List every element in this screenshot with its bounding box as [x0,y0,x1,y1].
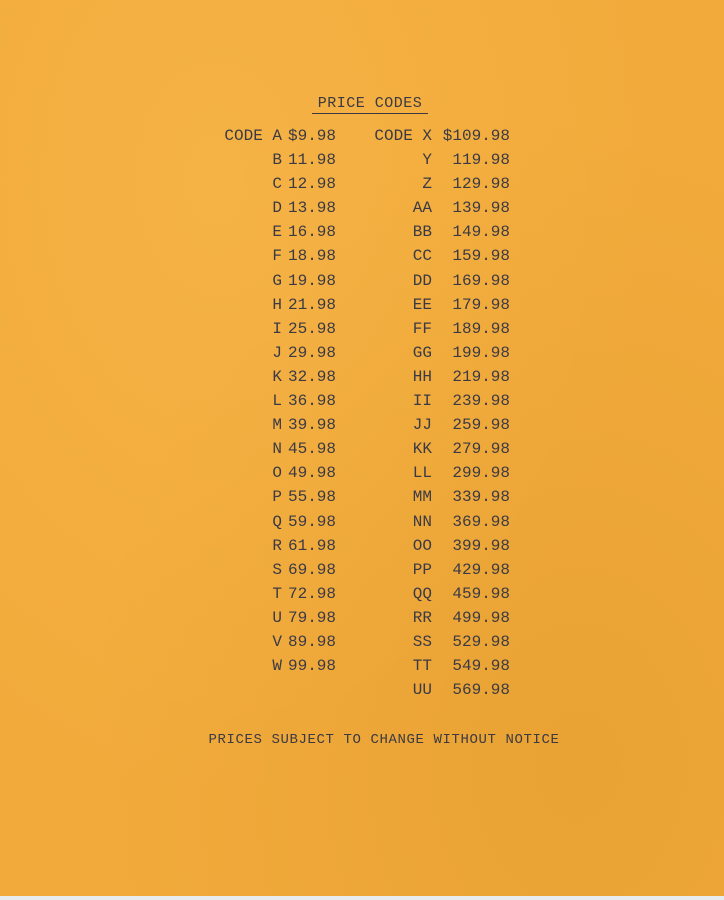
price-value: 39.98 [287,416,336,435]
price-value: 199.98 [452,343,510,362]
price-code-row [0,461,724,485]
price-code-row [0,582,724,606]
price-value: 119.98 [452,151,510,170]
price-code-row [0,630,724,654]
price-code-row [0,558,724,582]
price-code-label: QQ [412,584,432,603]
price-value: 11.98 [287,151,336,170]
price-value: 549.98 [452,657,510,676]
price-code-label: Z [422,175,432,194]
price-code-row [0,269,724,293]
right-price-column [0,124,724,702]
price-code-row [0,534,724,558]
price-value: 529.98 [452,632,510,651]
price-value: 12.98 [287,175,336,194]
price-value: 72.98 [287,584,336,603]
price-code-row [0,654,724,678]
price-value: 19.98 [287,271,336,290]
price-code-row [0,220,724,244]
price-code-label: S [272,560,282,579]
price-value: 25.98 [287,319,336,338]
price-code-label: V [272,632,282,651]
price-code-label: R [272,536,282,555]
price-value: 459.98 [452,584,510,603]
price-code-label: BB [412,223,432,242]
price-value: $109.98 [442,127,510,145]
price-code-label: N [272,440,282,459]
price-code-label: HH [412,367,432,386]
price-value: 36.98 [287,392,336,411]
price-code-label: MM [412,488,432,507]
price-value: 429.98 [452,560,510,579]
price-value: 18.98 [287,247,336,266]
price-value: 129.98 [452,175,510,194]
price-code-label: F [272,247,282,266]
price-value: 16.98 [287,223,336,242]
price-code-label: D [272,199,282,218]
price-code-label: CC [412,247,432,266]
price-code-label: K [272,367,282,386]
price-code-row [0,124,724,148]
price-code-label: DD [412,271,432,290]
price-value: 149.98 [452,223,510,242]
price-code-label: PP [412,560,432,579]
price-code-row [0,293,724,317]
price-code-label: EE [412,295,432,314]
price-code-label: LL [412,464,432,483]
price-value: 49.98 [287,464,336,483]
price-code-row [0,606,724,630]
price-code-label: O [272,464,282,483]
price-code-label: CODE X [374,127,432,145]
scan-edge [0,896,724,900]
price-code-row [0,389,724,413]
price-code-label: B [272,151,282,170]
price-code-label: G [272,271,282,290]
price-code-row [0,172,724,196]
price-notice: PRICES SUBJECT TO CHANGE WITHOUT NOTICE [208,732,560,748]
price-value: 61.98 [287,536,336,555]
price-code-label: NN [412,512,432,531]
price-value: 159.98 [452,247,510,266]
price-value: 45.98 [287,440,336,459]
price-code-label: L [272,392,282,411]
price-code-row [0,317,724,341]
price-value: 59.98 [287,512,336,531]
price-code-label: JJ [412,416,432,435]
price-code-label: T [272,584,282,603]
price-code-label: U [272,608,282,627]
price-value: 239.98 [452,392,510,411]
price-value: 339.98 [452,488,510,507]
price-value: 13.98 [287,199,336,218]
price-value: 29.98 [287,343,336,362]
price-value: 569.98 [452,681,510,700]
price-code-label: CODE A [224,127,282,145]
price-value: 499.98 [452,608,510,627]
price-code-row [0,196,724,220]
price-value: 55.98 [287,488,336,507]
price-code-label: II [412,392,432,411]
price-code-row [0,437,724,461]
price-code-row [0,678,724,702]
price-value: $9.98 [287,127,336,145]
price-value: 79.98 [287,608,336,627]
price-value: 21.98 [287,295,336,314]
price-code-label: KK [412,440,432,459]
price-value: 189.98 [452,319,510,338]
price-code-label: Q [272,512,282,531]
price-value: 299.98 [452,464,510,483]
price-value: 219.98 [452,367,510,386]
price-value: 139.98 [452,199,510,218]
price-value: 32.98 [287,367,336,386]
price-value: 179.98 [452,295,510,314]
title-text: PRICE CODES [312,95,429,114]
price-code-row [0,148,724,172]
price-value: 89.98 [287,632,336,651]
price-value: 69.98 [287,560,336,579]
price-code-label: GG [412,343,432,362]
price-code-label: OO [412,536,432,555]
price-value: 169.98 [452,271,510,290]
price-code-row [0,244,724,268]
price-code-label: Y [422,151,432,170]
price-code-row [0,510,724,534]
price-code-label: M [272,416,282,435]
page-title [0,95,724,114]
price-code-label: AA [412,199,432,218]
price-code-row [0,485,724,509]
price-code-label: RR [412,608,432,627]
price-code-label: TT [412,657,432,676]
price-value: 279.98 [452,440,510,459]
price-value: 259.98 [452,416,510,435]
price-value: 99.98 [287,657,336,676]
price-code-label: P [272,488,282,507]
price-code-label: J [272,343,282,362]
price-code-label: I [272,319,282,338]
price-code-label: E [272,223,282,242]
price-code-label: H [272,295,282,314]
price-code-row [0,413,724,437]
price-code-label: C [272,175,282,194]
price-value: 399.98 [452,536,510,555]
price-code-label: W [272,657,282,676]
price-code-label: SS [412,632,432,651]
price-code-label: UU [412,681,432,700]
price-code-row [0,341,724,365]
price-code-label: FF [412,319,432,338]
price-value: 369.98 [452,512,510,531]
price-code-row [0,365,724,389]
